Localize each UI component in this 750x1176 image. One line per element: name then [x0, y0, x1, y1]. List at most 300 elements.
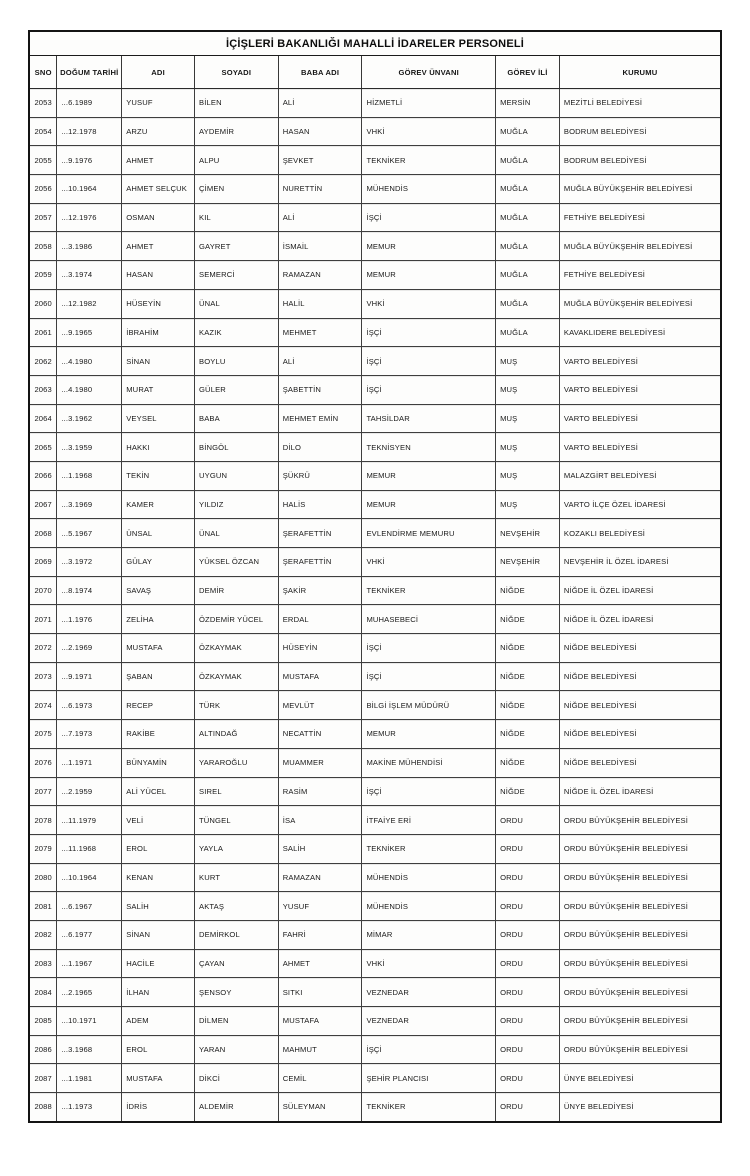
cell-gorev-ili: ORDU [496, 1093, 560, 1122]
column-header-adi: ADI [122, 56, 195, 89]
cell-sno: 2068 [29, 519, 57, 548]
cell-baba-adi: RAMAZAN [278, 863, 362, 892]
cell-dogum-tarihi: ...10.1971 [57, 1007, 122, 1036]
cell-kurumu: NİĞDE BELEDİYESİ [559, 634, 721, 663]
cell-gorev-ili: MUŞ [496, 433, 560, 462]
cell-soyadi: AYDEMİR [195, 117, 279, 146]
cell-dogum-tarihi: ...8.1974 [57, 576, 122, 605]
cell-dogum-tarihi: ...3.1972 [57, 548, 122, 577]
table-row [29, 576, 721, 605]
cell-baba-adi: AHMET [278, 949, 362, 978]
cell-gorev-ili: MERSİN [496, 89, 560, 118]
cell-gorev-unvani: TAHSİLDAR [362, 404, 496, 433]
table-row [29, 1064, 721, 1093]
cell-gorev-unvani: EVLENDİRME MEMURU [362, 519, 496, 548]
table-row [29, 289, 721, 318]
cell-adi: AHMET SELÇUK [122, 175, 195, 204]
cell-gorev-ili: NİĞDE [496, 748, 560, 777]
cell-soyadi: DEMİRKOL [195, 920, 279, 949]
cell-adi: MUSTAFA [122, 1064, 195, 1093]
cell-soyadi: AKTAŞ [195, 892, 279, 921]
cell-gorev-unvani: VHKİ [362, 949, 496, 978]
cell-gorev-unvani: TEKNİSYEN [362, 433, 496, 462]
cell-gorev-ili: ORDU [496, 863, 560, 892]
cell-adi: EROL [122, 834, 195, 863]
cell-kurumu: MUĞLA BÜYÜKŞEHİR BELEDİYESİ [559, 232, 721, 261]
cell-gorev-unvani: İŞÇİ [362, 777, 496, 806]
cell-kurumu: ORDU BÜYÜKŞEHİR BELEDİYESİ [559, 949, 721, 978]
cell-dogum-tarihi: ...4.1980 [57, 347, 122, 376]
cell-gorev-unvani: TEKNİKER [362, 576, 496, 605]
cell-gorev-unvani: MEMUR [362, 720, 496, 749]
cell-sno: 2063 [29, 375, 57, 404]
column-header-gorev-ili: GÖREV İLİ [496, 56, 560, 89]
cell-sno: 2059 [29, 261, 57, 290]
cell-kurumu: ÜNYE BELEDİYESİ [559, 1064, 721, 1093]
cell-kurumu: NEVŞEHİR İL ÖZEL İDARESİ [559, 548, 721, 577]
table-row [29, 548, 721, 577]
cell-sno: 2055 [29, 146, 57, 175]
cell-kurumu: BODRUM BELEDİYESİ [559, 146, 721, 175]
cell-kurumu: ORDU BÜYÜKŞEHİR BELEDİYESİ [559, 978, 721, 1007]
cell-baba-adi: NURETTİN [278, 175, 362, 204]
cell-sno: 2086 [29, 1035, 57, 1064]
cell-gorev-ili: NEVŞEHİR [496, 548, 560, 577]
cell-gorev-ili: ORDU [496, 1035, 560, 1064]
cell-gorev-ili: ORDU [496, 1007, 560, 1036]
cell-gorev-ili: MUĞLA [496, 261, 560, 290]
cell-baba-adi: ŞERAFETTİN [278, 519, 362, 548]
cell-dogum-tarihi: ...3.1962 [57, 404, 122, 433]
cell-dogum-tarihi: ...4.1980 [57, 375, 122, 404]
cell-sno: 2057 [29, 203, 57, 232]
cell-gorev-unvani: İŞÇİ [362, 375, 496, 404]
cell-kurumu: ORDU BÜYÜKŞEHİR BELEDİYESİ [559, 1035, 721, 1064]
cell-gorev-unvani: MUHASEBECİ [362, 605, 496, 634]
cell-sno: 2083 [29, 949, 57, 978]
cell-adi: RAKİBE [122, 720, 195, 749]
cell-soyadi: BABA [195, 404, 279, 433]
cell-kurumu: ORDU BÜYÜKŞEHİR BELEDİYESİ [559, 863, 721, 892]
cell-gorev-ili: NİĞDE [496, 634, 560, 663]
cell-sno: 2076 [29, 748, 57, 777]
cell-baba-adi: HÜSEYİN [278, 634, 362, 663]
cell-soyadi: GAYRET [195, 232, 279, 261]
cell-adi: BÜNYAMİN [122, 748, 195, 777]
table-row [29, 519, 721, 548]
cell-gorev-unvani: TEKNİKER [362, 1093, 496, 1122]
cell-gorev-ili: ORDU [496, 949, 560, 978]
cell-sno: 2056 [29, 175, 57, 204]
cell-kurumu: ÜNYE BELEDİYESİ [559, 1093, 721, 1122]
cell-gorev-unvani: İŞÇİ [362, 662, 496, 691]
cell-baba-adi: İSA [278, 806, 362, 835]
cell-soyadi: BİLEN [195, 89, 279, 118]
cell-gorev-unvani: VHKİ [362, 548, 496, 577]
cell-kurumu: NİĞDE İL ÖZEL İDARESİ [559, 576, 721, 605]
cell-adi: İDRİS [122, 1093, 195, 1122]
cell-sno: 2070 [29, 576, 57, 605]
cell-gorev-ili: MUĞLA [496, 175, 560, 204]
cell-soyadi: DİLMEN [195, 1007, 279, 1036]
cell-sno: 2061 [29, 318, 57, 347]
cell-kurumu: NİĞDE BELEDİYESİ [559, 748, 721, 777]
cell-gorev-ili: MUŞ [496, 461, 560, 490]
cell-soyadi: ÖZKAYMAK [195, 662, 279, 691]
cell-sno: 2065 [29, 433, 57, 462]
cell-gorev-unvani: İTFAİYE ERİ [362, 806, 496, 835]
cell-dogum-tarihi: ...9.1976 [57, 146, 122, 175]
cell-gorev-ili: NİĞDE [496, 576, 560, 605]
cell-dogum-tarihi: ...6.1973 [57, 691, 122, 720]
cell-kurumu: NİĞDE BELEDİYESİ [559, 691, 721, 720]
cell-dogum-tarihi: ...10.1964 [57, 175, 122, 204]
cell-soyadi: ÜNAL [195, 519, 279, 548]
table-row [29, 203, 721, 232]
cell-gorev-unvani: İŞÇİ [362, 634, 496, 663]
cell-dogum-tarihi: ...3.1986 [57, 232, 122, 261]
cell-baba-adi: DİLO [278, 433, 362, 462]
cell-kurumu: NİĞDE BELEDİYESİ [559, 720, 721, 749]
cell-dogum-tarihi: ...6.1989 [57, 89, 122, 118]
cell-gorev-unvani: VEZNEDAR [362, 978, 496, 1007]
cell-dogum-tarihi: ...10.1964 [57, 863, 122, 892]
cell-sno: 2069 [29, 548, 57, 577]
cell-dogum-tarihi: ...1.1973 [57, 1093, 122, 1122]
table-row [29, 777, 721, 806]
cell-kurumu: NİĞDE BELEDİYESİ [559, 662, 721, 691]
cell-dogum-tarihi: ...6.1967 [57, 892, 122, 921]
table-row [29, 605, 721, 634]
cell-sno: 2079 [29, 834, 57, 863]
table-body [29, 89, 721, 1122]
cell-adi: SAVAŞ [122, 576, 195, 605]
column-header-dogum-tarihi: DOĞUM TARİHİ [57, 56, 122, 89]
cell-gorev-unvani: VHKİ [362, 289, 496, 318]
cell-kurumu: ORDU BÜYÜKŞEHİR BELEDİYESİ [559, 1007, 721, 1036]
cell-baba-adi: ALİ [278, 347, 362, 376]
cell-baba-adi: YUSUF [278, 892, 362, 921]
cell-baba-adi: ŞABETTİN [278, 375, 362, 404]
cell-kurumu: VARTO İLÇE ÖZEL İDARESİ [559, 490, 721, 519]
cell-gorev-unvani: MÜHENDİS [362, 175, 496, 204]
cell-gorev-ili: MUĞLA [496, 146, 560, 175]
cell-dogum-tarihi: ...1.1967 [57, 949, 122, 978]
cell-gorev-ili: MUĞLA [496, 232, 560, 261]
cell-soyadi: DEMİR [195, 576, 279, 605]
cell-kurumu: BODRUM BELEDİYESİ [559, 117, 721, 146]
cell-dogum-tarihi: ...11.1979 [57, 806, 122, 835]
cell-soyadi: KURT [195, 863, 279, 892]
cell-soyadi: ÇİMEN [195, 175, 279, 204]
cell-baba-adi: MUAMMER [278, 748, 362, 777]
cell-sno: 2087 [29, 1064, 57, 1093]
cell-adi: VELİ [122, 806, 195, 835]
table-row [29, 720, 721, 749]
cell-sno: 2073 [29, 662, 57, 691]
cell-baba-adi: SITKI [278, 978, 362, 1007]
cell-kurumu: KOZAKLI BELEDİYESİ [559, 519, 721, 548]
cell-baba-adi: SALİH [278, 834, 362, 863]
table-row [29, 318, 721, 347]
cell-soyadi: ALDEMİR [195, 1093, 279, 1122]
cell-adi: SALİH [122, 892, 195, 921]
cell-soyadi: ÖZDEMİR YÜCEL [195, 605, 279, 634]
cell-dogum-tarihi: ...1.1968 [57, 461, 122, 490]
cell-adi: YUSUF [122, 89, 195, 118]
cell-gorev-unvani: MİMAR [362, 920, 496, 949]
cell-gorev-unvani: HİZMETLİ [362, 89, 496, 118]
cell-adi: MUSTAFA [122, 634, 195, 663]
cell-sno: 2074 [29, 691, 57, 720]
cell-dogum-tarihi: ...1.1971 [57, 748, 122, 777]
cell-soyadi: KIL [195, 203, 279, 232]
table-row [29, 404, 721, 433]
cell-gorev-ili: NİĞDE [496, 720, 560, 749]
table-row [29, 1093, 721, 1122]
cell-sno: 2071 [29, 605, 57, 634]
cell-baba-adi: MAHMUT [278, 1035, 362, 1064]
cell-soyadi: DİKCİ [195, 1064, 279, 1093]
cell-sno: 2062 [29, 347, 57, 376]
table-row [29, 634, 721, 663]
cell-kurumu: ORDU BÜYÜKŞEHİR BELEDİYESİ [559, 834, 721, 863]
cell-gorev-unvani: MEMUR [362, 490, 496, 519]
cell-gorev-ili: ORDU [496, 834, 560, 863]
cell-sno: 2060 [29, 289, 57, 318]
cell-gorev-ili: MUŞ [496, 404, 560, 433]
table-row [29, 433, 721, 462]
cell-dogum-tarihi: ...1.1981 [57, 1064, 122, 1093]
cell-kurumu: NİĞDE İL ÖZEL İDARESİ [559, 605, 721, 634]
cell-sno: 2082 [29, 920, 57, 949]
cell-kurumu: VARTO BELEDİYESİ [559, 433, 721, 462]
cell-adi: ŞABAN [122, 662, 195, 691]
cell-gorev-ili: MUĞLA [496, 203, 560, 232]
column-header-soyadi: SOYADI [195, 56, 279, 89]
cell-baba-adi: CEMİL [278, 1064, 362, 1093]
cell-adi: ZELİHA [122, 605, 195, 634]
cell-soyadi: KAZIK [195, 318, 279, 347]
cell-dogum-tarihi: ...1.1976 [57, 605, 122, 634]
cell-dogum-tarihi: ...3.1959 [57, 433, 122, 462]
cell-gorev-unvani: TEKNİKER [362, 146, 496, 175]
table-row [29, 978, 721, 1007]
cell-adi: MURAT [122, 375, 195, 404]
cell-adi: SİNAN [122, 347, 195, 376]
cell-dogum-tarihi: ...3.1974 [57, 261, 122, 290]
cell-dogum-tarihi: ...3.1968 [57, 1035, 122, 1064]
cell-gorev-unvani: TEKNİKER [362, 834, 496, 863]
cell-adi: ÜNSAL [122, 519, 195, 548]
cell-sno: 2081 [29, 892, 57, 921]
table-row [29, 146, 721, 175]
cell-baba-adi: HALİS [278, 490, 362, 519]
cell-baba-adi: ŞAKİR [278, 576, 362, 605]
cell-adi: HAKKI [122, 433, 195, 462]
table-row [29, 375, 721, 404]
table-title-row [29, 31, 721, 56]
column-header-kurumu: KURUMU [559, 56, 721, 89]
cell-adi: EROL [122, 1035, 195, 1064]
cell-soyadi: TÜNGEL [195, 806, 279, 835]
cell-kurumu: ORDU BÜYÜKŞEHİR BELEDİYESİ [559, 806, 721, 835]
table-row [29, 748, 721, 777]
cell-adi: KAMER [122, 490, 195, 519]
table-row [29, 863, 721, 892]
table-row [29, 117, 721, 146]
cell-soyadi: ÜNAL [195, 289, 279, 318]
cell-gorev-unvani: İŞÇİ [362, 203, 496, 232]
cell-soyadi: ALTINDAĞ [195, 720, 279, 749]
cell-gorev-unvani: MEMUR [362, 261, 496, 290]
cell-sno: 2058 [29, 232, 57, 261]
cell-gorev-ili: ORDU [496, 920, 560, 949]
table-row [29, 347, 721, 376]
table-row [29, 691, 721, 720]
cell-adi: İLHAN [122, 978, 195, 1007]
column-header-baba-adi: BABA ADI [278, 56, 362, 89]
cell-dogum-tarihi: ...12.1982 [57, 289, 122, 318]
cell-gorev-ili: ORDU [496, 806, 560, 835]
cell-sno: 2085 [29, 1007, 57, 1036]
cell-adi: VEYSEL [122, 404, 195, 433]
cell-gorev-unvani: VHKİ [362, 117, 496, 146]
cell-adi: TEKİN [122, 461, 195, 490]
table-row [29, 490, 721, 519]
cell-kurumu: VARTO BELEDİYESİ [559, 404, 721, 433]
cell-soyadi: TÜRK [195, 691, 279, 720]
cell-sno: 2078 [29, 806, 57, 835]
cell-adi: ADEM [122, 1007, 195, 1036]
cell-gorev-unvani: MEMUR [362, 232, 496, 261]
cell-baba-adi: HASAN [278, 117, 362, 146]
cell-kurumu: VARTO BELEDİYESİ [559, 375, 721, 404]
cell-baba-adi: MEVLÜT [278, 691, 362, 720]
cell-gorev-unvani: MEMUR [362, 461, 496, 490]
cell-gorev-ili: MUĞLA [496, 289, 560, 318]
table-row [29, 892, 721, 921]
cell-baba-adi: ALİ [278, 203, 362, 232]
cell-soyadi: YARAN [195, 1035, 279, 1064]
cell-sno: 2067 [29, 490, 57, 519]
cell-gorev-unvani: BİLGİ İŞLEM MÜDÜRÜ [362, 691, 496, 720]
cell-soyadi: BOYLU [195, 347, 279, 376]
cell-adi: GÜLAY [122, 548, 195, 577]
cell-soyadi: YILDIZ [195, 490, 279, 519]
cell-kurumu: ORDU BÜYÜKŞEHİR BELEDİYESİ [559, 920, 721, 949]
table-row [29, 1035, 721, 1064]
cell-soyadi: YAYLA [195, 834, 279, 863]
table-header-row [29, 56, 721, 89]
cell-soyadi: ÇAYAN [195, 949, 279, 978]
cell-baba-adi: MUSTAFA [278, 662, 362, 691]
cell-adi: KENAN [122, 863, 195, 892]
cell-baba-adi: ŞÜKRÜ [278, 461, 362, 490]
cell-gorev-ili: ORDU [496, 1064, 560, 1093]
cell-sno: 2064 [29, 404, 57, 433]
cell-dogum-tarihi: ...9.1971 [57, 662, 122, 691]
cell-soyadi: YARAROĞLU [195, 748, 279, 777]
cell-baba-adi: SÜLEYMAN [278, 1093, 362, 1122]
cell-baba-adi: ŞERAFETTİN [278, 548, 362, 577]
cell-gorev-unvani: İŞÇİ [362, 1035, 496, 1064]
cell-gorev-ili: MUŞ [496, 375, 560, 404]
column-header-gorev-unvani: GÖREV ÜNVANI [362, 56, 496, 89]
cell-soyadi: SEMERCİ [195, 261, 279, 290]
cell-soyadi: ALPU [195, 146, 279, 175]
cell-gorev-ili: ORDU [496, 978, 560, 1007]
cell-gorev-ili: NEVŞEHİR [496, 519, 560, 548]
table-row [29, 662, 721, 691]
cell-baba-adi: ALİ [278, 89, 362, 118]
cell-soyadi: UYGUN [195, 461, 279, 490]
cell-dogum-tarihi: ...12.1978 [57, 117, 122, 146]
cell-baba-adi: HALİL [278, 289, 362, 318]
cell-kurumu: MEZİTLİ BELEDİYESİ [559, 89, 721, 118]
table-row [29, 232, 721, 261]
cell-soyadi: ŞENSOY [195, 978, 279, 1007]
cell-adi: HÜSEYİN [122, 289, 195, 318]
cell-adi: SİNAN [122, 920, 195, 949]
cell-adi: ALİ YÜCEL [122, 777, 195, 806]
cell-gorev-unvani: İŞÇİ [362, 347, 496, 376]
cell-gorev-ili: MUĞLA [496, 117, 560, 146]
cell-gorev-ili: NİĞDE [496, 777, 560, 806]
cell-gorev-unvani: ŞEHİR PLANCISI [362, 1064, 496, 1093]
table-row [29, 89, 721, 118]
cell-dogum-tarihi: ...3.1969 [57, 490, 122, 519]
cell-soyadi: SIREL [195, 777, 279, 806]
table-row [29, 175, 721, 204]
cell-dogum-tarihi: ...2.1959 [57, 777, 122, 806]
cell-sno: 2077 [29, 777, 57, 806]
cell-gorev-unvani: MAKİNE MÜHENDİSİ [362, 748, 496, 777]
cell-dogum-tarihi: ...7.1973 [57, 720, 122, 749]
cell-gorev-ili: NİĞDE [496, 662, 560, 691]
cell-baba-adi: RASİM [278, 777, 362, 806]
cell-dogum-tarihi: ...2.1969 [57, 634, 122, 663]
cell-soyadi: GÜLER [195, 375, 279, 404]
cell-kurumu: KAVAKLIDERE BELEDİYESİ [559, 318, 721, 347]
cell-adi: OSMAN [122, 203, 195, 232]
cell-dogum-tarihi: ...6.1977 [57, 920, 122, 949]
cell-adi: AHMET [122, 146, 195, 175]
cell-sno: 2072 [29, 634, 57, 663]
cell-kurumu: ORDU BÜYÜKŞEHİR BELEDİYESİ [559, 892, 721, 921]
cell-sno: 2080 [29, 863, 57, 892]
cell-sno: 2088 [29, 1093, 57, 1122]
column-header-sno: SNO [29, 56, 57, 89]
cell-baba-adi: ERDAL [278, 605, 362, 634]
cell-dogum-tarihi: ...12.1976 [57, 203, 122, 232]
cell-soyadi: BİNGÖL [195, 433, 279, 462]
cell-gorev-ili: NİĞDE [496, 605, 560, 634]
cell-baba-adi: MEHMET EMİN [278, 404, 362, 433]
cell-sno: 2066 [29, 461, 57, 490]
table-row [29, 834, 721, 863]
cell-adi: İBRAHİM [122, 318, 195, 347]
cell-adi: ARZU [122, 117, 195, 146]
cell-gorev-ili: MUŞ [496, 347, 560, 376]
cell-gorev-unvani: İŞÇİ [362, 318, 496, 347]
table-row [29, 261, 721, 290]
cell-gorev-ili: MUĞLA [496, 318, 560, 347]
cell-kurumu: MUĞLA BÜYÜKŞEHİR BELEDİYESİ [559, 289, 721, 318]
cell-kurumu: FETHİYE BELEDİYESİ [559, 261, 721, 290]
document-page [28, 30, 722, 1123]
cell-soyadi: YÜKSEL ÖZCAN [195, 548, 279, 577]
